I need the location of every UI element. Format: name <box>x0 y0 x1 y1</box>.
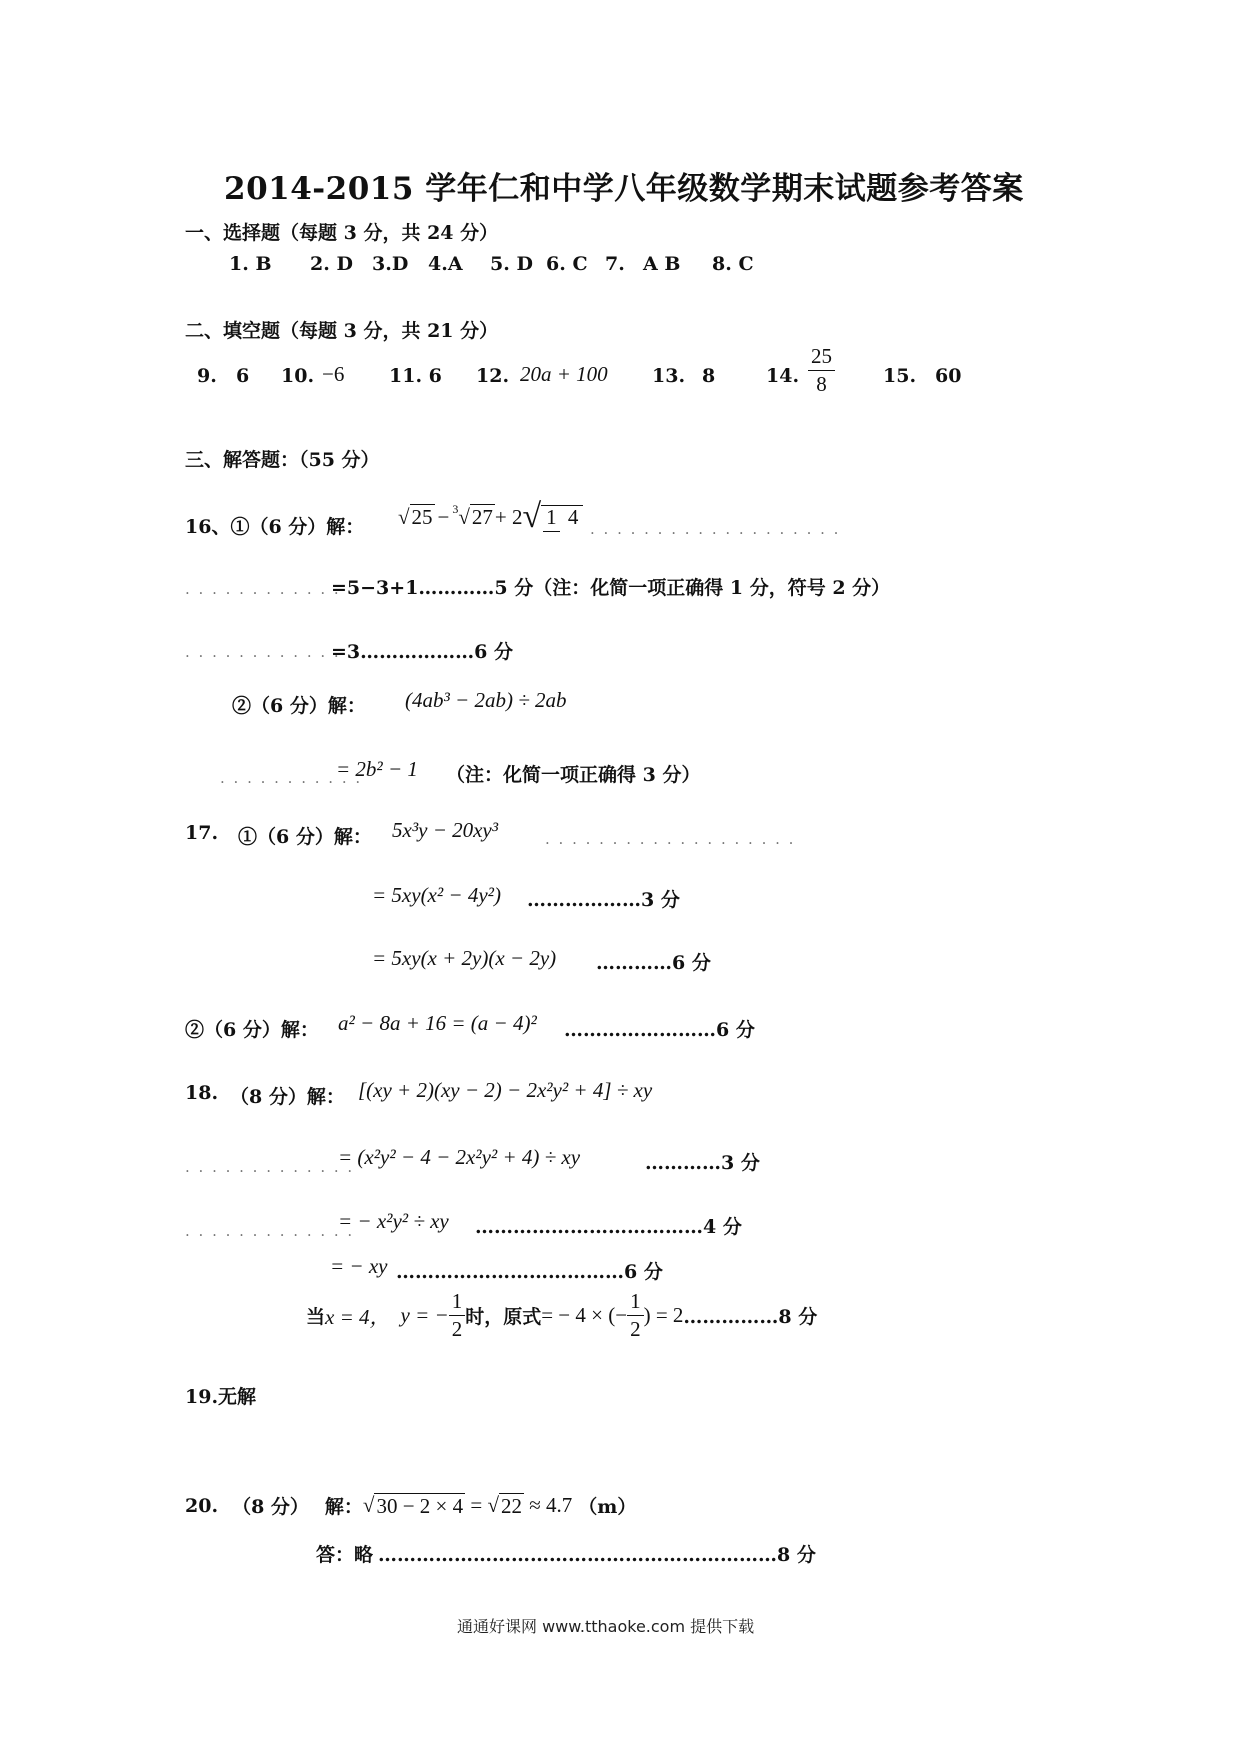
q16-leader-dots-2: . . . . . . . . . . . . . <box>185 580 355 598</box>
q18-y-fraction <box>449 1290 466 1341</box>
q18-line-2-score: …………3 分 <box>645 1152 760 1174</box>
q16-numerator: 1 <box>543 505 560 532</box>
s2-q13-label: 13. <box>652 365 686 387</box>
q16-line-3: =3………………6 分 <box>331 641 513 663</box>
q20-radicand-1: 30 − 2 × 4 <box>376 1493 464 1518</box>
q18-sub-numerator: 1 <box>627 1290 644 1316</box>
q18-original-label: 时，原式 <box>465 1306 542 1329</box>
q18-label: 18. <box>185 1082 219 1104</box>
q17-part1-label: ①（6 分）解： <box>238 826 372 848</box>
q16-denominator: 4 <box>567 504 579 529</box>
cube-root-icon: 3 <box>452 501 459 516</box>
q18-line-3: = − x²y² ÷ xy <box>338 1209 449 1233</box>
s2-q11: 11. 6 <box>389 365 442 387</box>
q18-x-value: x = 4， <box>325 1304 391 1329</box>
q16-part2-label: ②（6 分）解： <box>232 695 366 717</box>
q16-leader-dots-3: . . . . . . . . . . . . . <box>185 643 355 661</box>
q18-when: 当 <box>306 1306 326 1329</box>
q17-leader-dots: . . . . . . . . . . . . . . . . . . . <box>545 830 796 848</box>
s2-q13-value: 8 <box>702 365 716 387</box>
q18-sub-denominator: 2 <box>630 1317 641 1342</box>
q19-text: 19.无解 <box>185 1386 257 1408</box>
s1-answer-7-label: 7. <box>605 253 625 275</box>
q16-part2-result: = 2b² − 1 <box>336 757 418 781</box>
q17-line-2: = 5xy(x² − 4y²) <box>372 883 501 907</box>
s1-answer-6: 6. C <box>546 253 588 275</box>
q20-score-label: （8 分） <box>232 1496 309 1518</box>
s2-q9-value: 6 <box>236 365 250 387</box>
s2-q15-value: 60 <box>935 365 962 387</box>
q18-expression: [(xy + 2)(xy − 2) − 2x²y² + 4] ÷ xy <box>358 1078 653 1102</box>
q16-plus: + 2 <box>494 504 523 529</box>
s2-q12-value: 20a + 100 <box>520 362 608 386</box>
page-title: 2014-2015 学年仁和中学八年级数学期末试题参考答案 <box>224 171 1024 207</box>
q16-minus: − <box>437 504 450 529</box>
q20-solve: 解： <box>324 1496 363 1518</box>
s2-q15-label: 15. <box>883 365 917 387</box>
q20-answer: 答：略 <box>316 1544 374 1566</box>
s2-q14-numerator: 25 <box>808 345 835 371</box>
q17-line-3: = 5xy(x + 2y)(x − 2y) <box>372 946 557 970</box>
s2-q9-label: 9. <box>197 365 217 387</box>
s2-q10-label: 10. <box>281 365 315 387</box>
q16-radicand-1: 25 <box>411 505 433 529</box>
s1-answer-1: 1. B <box>229 253 272 275</box>
s1-answer-5: 5. D <box>490 253 533 275</box>
q20-label: 20. <box>185 1494 219 1517</box>
s2-q10-value: −6 <box>322 362 345 386</box>
s1-answer-2: 2. D <box>310 253 353 275</box>
sqrt-icon: √ <box>362 1493 375 1517</box>
q18-result: ) = 2 <box>643 1303 684 1328</box>
q20-radicand-2: 22 <box>501 1493 523 1518</box>
section-3-heading: 三、解答题：（55 分） <box>185 449 380 471</box>
q17-part2-score: ……………………6 分 <box>564 1019 755 1041</box>
section-2-heading: 二、填空题（每题 3 分，共 21 分） <box>185 320 499 342</box>
page-footer: 通通好课网 www.tthaoke.com 提供下载 <box>457 1617 755 1636</box>
q16-radicand-2: 27 <box>471 505 493 529</box>
q17-part2-expression: a² − 8a + 16 = (a − 4)² <box>338 1011 537 1035</box>
q17-part1-expression: 5x³y − 20xy³ <box>392 818 499 842</box>
s1-answer-8: 8. C <box>712 253 754 275</box>
q20-line <box>185 1492 636 1519</box>
q17-line-3-score: …………6 分 <box>596 952 711 974</box>
s2-q12-label: 12. <box>476 365 510 387</box>
q18-line-4: = − xy <box>330 1254 388 1278</box>
s2-q14-label: 14. <box>766 365 800 387</box>
q16-label: 16、①（6 分）解： <box>185 516 365 538</box>
q20-equals: = <box>465 1493 488 1517</box>
q17-label: 17. <box>185 822 219 844</box>
q18-line-4-score: ………………………………6 分 <box>396 1261 663 1283</box>
q18-line-5 <box>306 1290 817 1341</box>
q18-y-numerator: 1 <box>449 1290 466 1316</box>
q16-part2-note: （注：化简一项正确得 3 分） <box>446 764 701 786</box>
q18-leader-dots-2: . . . . . . . . . . . . . <box>185 1222 355 1240</box>
s2-q14-denominator: 8 <box>816 372 827 397</box>
q20-approx: ≈ 4.7 <box>524 1493 573 1517</box>
q18-score-label: （8 分）解： <box>230 1086 345 1108</box>
q16-expression <box>398 498 583 536</box>
s1-answer-7: A B <box>643 253 681 275</box>
sqrt-icon: √ <box>398 504 410 529</box>
sqrt-icon: √ <box>487 1493 500 1517</box>
q18-line-5-score: ……………8 分 <box>683 1306 818 1329</box>
q18-substitution: = − 4 × (− <box>541 1303 628 1328</box>
q16-leader-dots-4: . . . . . . . . . . . <box>220 769 363 787</box>
q16-leader-dots-1: . . . . . . . . . . . . . . . . . . . <box>590 520 841 538</box>
q16-line-2: =5−3+1…………5 分（注：化简一项正确得 1 分，符号 2 分） <box>331 577 891 599</box>
q16-fraction <box>541 505 583 529</box>
q20-unit: （m） <box>578 1496 637 1518</box>
q18-y-value: y = − <box>400 1303 449 1328</box>
q18-line-2: = (x²y² − 4 − 2x²y² + 4) ÷ xy <box>338 1145 581 1169</box>
q20-answer-score: ………………………………………………………8 分 <box>378 1544 816 1566</box>
s1-answer-4: 4.A <box>428 253 463 275</box>
q18-y-denominator: 2 <box>451 1317 463 1342</box>
s1-answer-3: 3.D <box>372 253 409 275</box>
sqrt-icon: √ <box>458 504 470 529</box>
q18-leader-dots-1: . . . . . . . . . . . . . <box>185 1158 355 1176</box>
sqrt-icon: √ <box>522 498 542 535</box>
q18-line-3-score: ………………………………4 分 <box>475 1216 742 1238</box>
s2-q14-fraction <box>808 345 835 396</box>
q16-part2-expression: (4ab³ − 2ab) ÷ 2ab <box>405 688 567 712</box>
q17-line-2-score: ………………3 分 <box>527 889 680 911</box>
q18-sub-fraction <box>627 1290 644 1341</box>
q17-part2-label: ②（6 分）解： <box>185 1019 319 1041</box>
section-1-heading: 一、选择题（每题 3 分，共 24 分） <box>185 222 499 244</box>
